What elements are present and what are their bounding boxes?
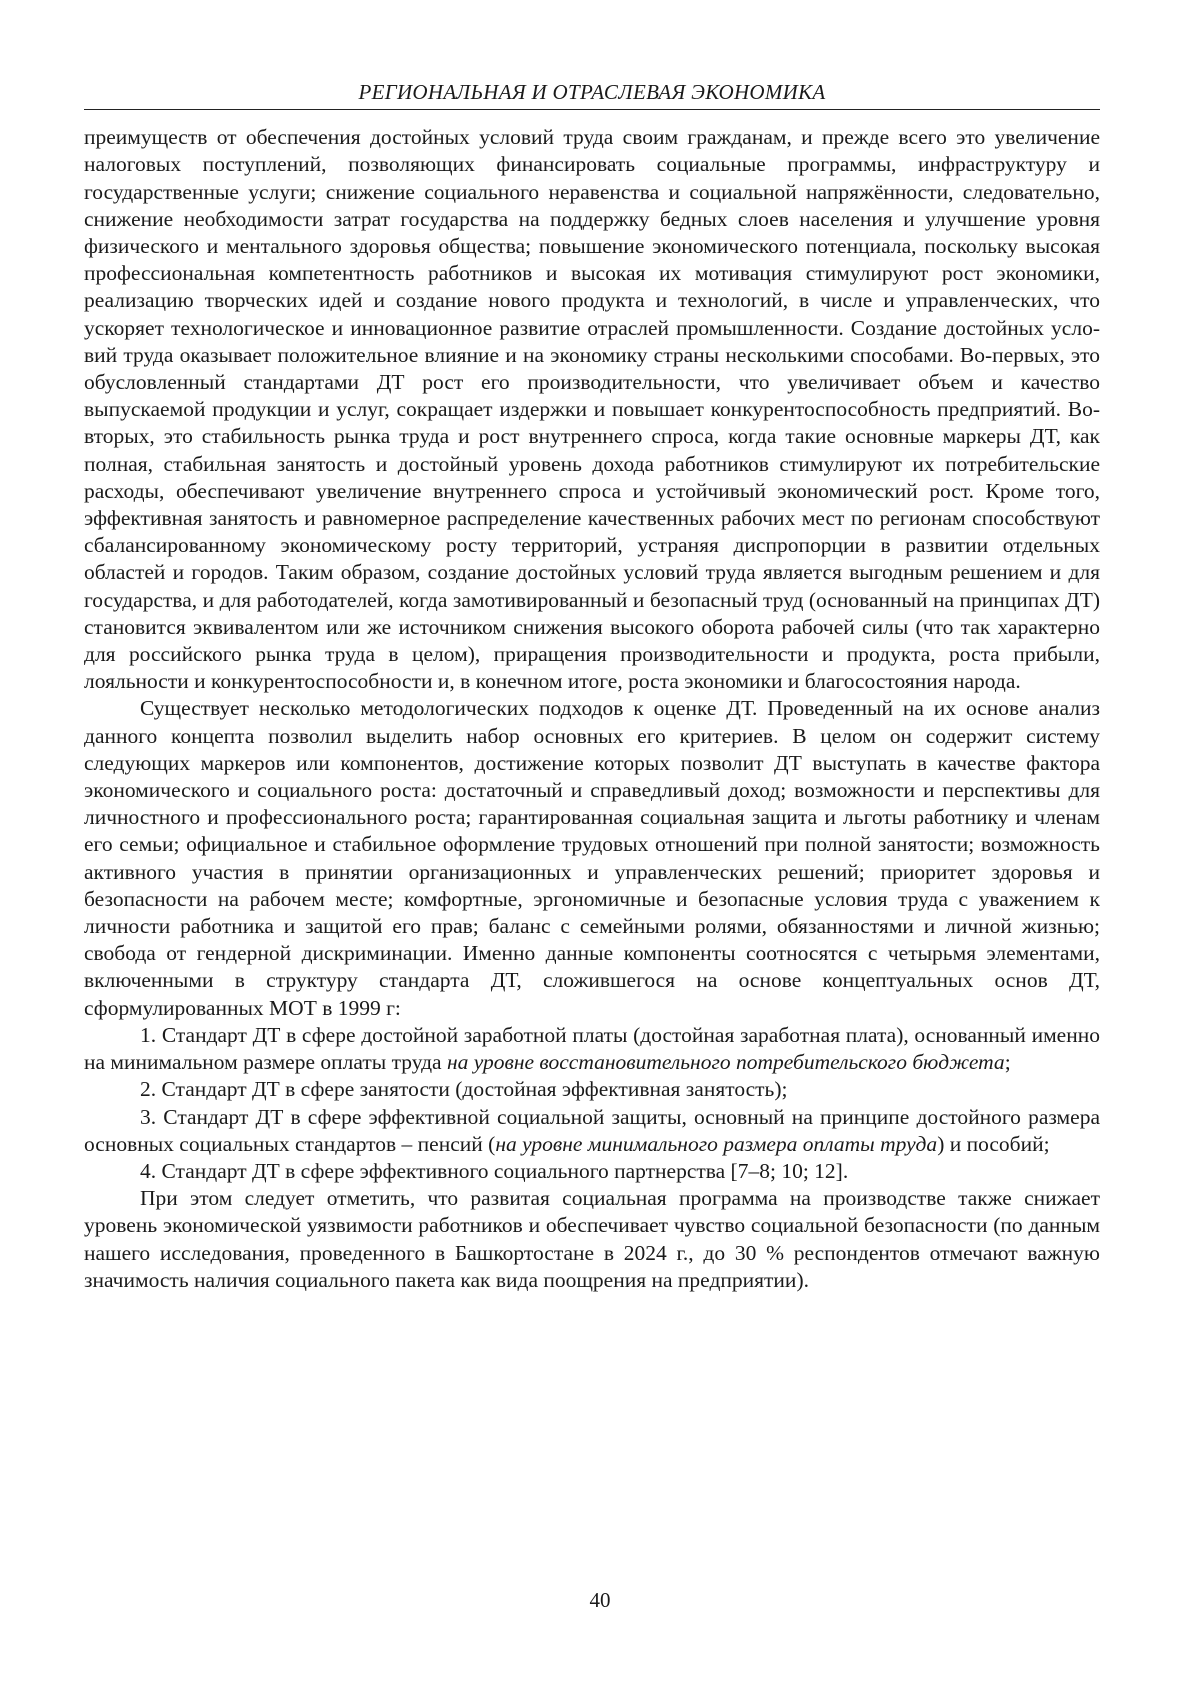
running-header: РЕГИОНАЛЬНАЯ И ОТРАСЛЕВАЯ ЭКОНОМИКА	[84, 80, 1100, 110]
paragraph-3: При этом следует отметить, что развитая социальная программа на производстве также снижает уровень экономической уязвимости работников и обеспечивает чувство социальной безопасности (по данным нашего исследования, проведенного в Башкортостане в 2024 г., до 30 % респондентов отмечают важную значимость наличия социального пакета как вида поощ­рения на предприятии).	[84, 1185, 1100, 1294]
article-body	[84, 124, 1100, 1294]
list-item-2: 2. Стандарт ДТ в сфере занятости (достойная эффективная занятость);	[84, 1076, 1100, 1103]
list-item-1-text: 1. Стандарт ДТ в сфере достойной заработной платы (достойная заработная плата), осно­ванный именно на минимальном размере оплаты труда	[84, 1023, 1100, 1074]
list-item-3-emphasis: на уровне минимального размера оплаты труда	[495, 1132, 937, 1156]
list-item-4: 4. Стандарт ДТ в сфере эффективного социального партнерства [7–8; 10; 12].	[84, 1158, 1100, 1185]
list-item-3	[84, 1104, 1100, 1158]
paragraph-1: преимуществ от обеспечения достойных условий труда своим гражданам, и прежде всего это увеличение налоговых поступлений, позволяющих финансировать социальные программы, ин­фраструктуру и государственные услуги; снижение социального неравенства и социальной напряжённости, следовательно, снижение необходимости затрат государства на поддержку бедных слоев населения и улучшение уровня физического и ментального здоровья общества; повышение экономического потенциала, поскольку высокая профессиональная компетентность работников и высокая их мотивация стимулируют рост экономики, реализацию творческих идей и создание нового продукта и технологий, в числе и управленческих, что ускоряет техно­логическое и инновационное развитие отраслей промышленности. Создание достойных усло­вий труда оказывает положительное влияние и на экономику страны несколькими способами. Во-первых, это обусловленный стандартами ДТ рост его производительности, что увеличивает объем и качество выпускаемой продукции и услуг, сокращает издержки и повышает конкурен­тоспособность предприятий. Во-вторых, это стабильность рынка труда и рост внутреннего спроса, когда такие основные маркеры ДТ, как полная, стабильная занятость и достойный уро­вень дохода работников стимулируют их потребительские расходы, обеспечивают увеличение внутреннего спроса и устойчивый экономический рост. Кроме того, эффективная занятость и равномерное распределение качественных рабочих мест по регионам способствуют сбаланси­рованному экономическому росту территорий, устраняя диспропорции в развитии отдельных областей и городов. Таким образом, создание достойных условий труда является выгодным ре­шением и для государства, и для работодателей, когда замотивированный и безопасный труд (основанный на принципах ДТ) становится эквивалентом или же источником снижения высоко­го оборота рабочей силы (что так характерно для российского рынка труда в целом), прираще­ния производительности и продукта, роста прибыли, лояльности и конкурентоспособности и, в конечном итоге, роста экономики и благосостояния народа.	[84, 124, 1100, 695]
paragraph-2: Существует несколько методологических подходов к оценке ДТ. Проведенный на их ос­нове анализ данного концепта позволил выделить набор основных его критериев. В целом он содержит систему следующих маркеров или компонентов, достижение которых позволит ДТ выступать в качестве фактора экономического и социального роста: достаточный и справедли­вый доход; возможности и перспективы для личностного и профессионального роста; гаранти­рованная социальная защита и льготы работнику и членам его семьи; официальное и стабиль­ное оформление трудовых отношений при полной занятости; возможность активного участия в принятии организационных и управленческих решений; приоритет здоровья и безопасности на рабочем месте; комфортные, эргономичные и безопасные условия труда с уважением к лично­сти работника и защитой его прав; баланс с семейными ролями, обязанностями и личной жиз­нью; свобода от гендерной дискриминации. Именно данные компоненты соотносятся с четырь­мя элементами, включенными в структуру стандарта ДТ, сложившегося на основе концепту­альных основ ДТ, сформулированных МОТ в 1999 г:	[84, 695, 1100, 1021]
list-item-1-tail: ;	[1005, 1050, 1011, 1074]
list-item-3-tail: ) и пособий;	[937, 1132, 1049, 1156]
list-item-1-emphasis: на уровне восстановительного потре­бительского бюджета	[447, 1050, 1005, 1074]
list-item-3-text: 3. Стандарт ДТ в сфере эффективной социальной защиты, основный на принципе достой­ного размера основных социальных стандартов – пенсий (	[84, 1105, 1100, 1156]
page-content	[84, 80, 1100, 1294]
list-item-1	[84, 1022, 1100, 1076]
page-number: 40	[0, 1588, 1200, 1613]
